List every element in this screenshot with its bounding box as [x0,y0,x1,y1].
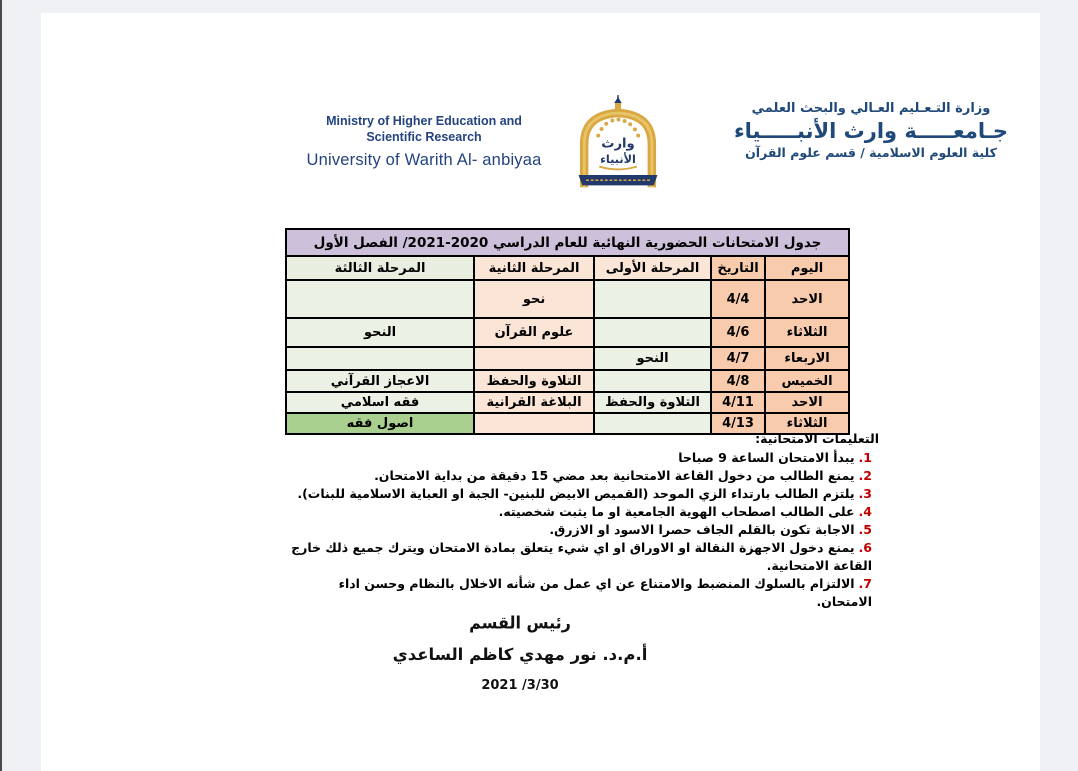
signatory-title: رئيس القسم [469,612,571,633]
college-department-ar: كلية العلوم الاسلامية / قسم علوم القرآن [745,145,997,160]
stage3-subject-cell [286,347,474,370]
exam-row [286,370,849,392]
stage2-subject-cell: علوم القرآن [474,318,594,347]
stage1-subject-cell [594,370,711,392]
instruction-text: الاجابة تكون بالقلم الجاف حصرا الاسود او الازرق. [549,522,855,537]
date-cell: 4/8 [711,370,765,392]
document-page [41,13,1040,771]
window-edge [0,0,2,771]
signatory-name: أ.م.د. نور مهدي كاظم الساعدي [392,645,648,664]
date-cell: 4/11 [711,392,765,413]
column-header-0: اليوم [765,256,849,280]
instruction-number: 5. [858,522,872,537]
table-header-row [286,256,849,280]
column-header-1: التاريخ [711,256,765,280]
university-name-en: University of Warith Al- anbiyaa [306,151,542,169]
svg-text:وارث: وارث [601,136,635,152]
stage2-subject-cell: نحو [474,280,594,318]
instruction-item [289,521,879,539]
stage3-subject-cell: اصول فقه [286,413,474,434]
day-cell: الثلاثاء [765,413,849,434]
column-header-4: المرحلة الثالثة [286,256,474,280]
instruction-number: 3. [858,486,872,501]
stage3-subject-cell [286,280,474,318]
day-cell: الثلاثاء [765,318,849,347]
stage1-subject-cell [594,318,711,347]
table-title: جدول الامتحانات الحضورية النهائية للعام الدراسي 2020-2021/ الفصل الأول [286,229,849,256]
instruction-text: يلتزم الطالب بارتداء الزي الموحد (القميص الابيض للبنين- الجبة او العباية الاسلامية للبنات). [297,486,855,501]
instruction-item [289,485,879,503]
day-cell: الخميس [765,370,849,392]
exam-schedule-table [285,228,850,435]
svg-text:الأنبياء: الأنبياء [600,152,636,166]
day-cell: الاحد [765,280,849,318]
instruction-text: يمنع دخول الاجهزة النقالة او الاوراق او اي شيء يتعلق بمادة الامتحان ويترك جميع ذلك خارج القاعة الامتحانية. [291,540,872,573]
stage3-subject-cell: الاعجاز القرآني [286,370,474,392]
stage2-subject-cell: التلاوة والحفظ [474,370,594,392]
instruction-text: يمنع الطالب من دخول القاعة الامتحانية بعد مضي 15 دقيقة من بداية الامتحان. [374,468,855,483]
university-logo [571,95,665,193]
date-cell: 4/7 [711,347,765,370]
stage1-subject-cell [594,280,711,318]
instruction-number: 1. [858,450,872,465]
instruction-number: 4. [858,504,872,519]
signature-date: 2021 /3/30 [481,678,559,693]
ministry-en-line2: Scientific Research [366,130,482,144]
university-emblem-icon [571,95,665,193]
instructions-heading: التعليمات الامتحانية: [755,431,879,446]
university-name-ar: جـامعـــــة وارث الأنبـــــياء [733,119,1009,143]
instruction-text: على الطالب اصطحاب الهوية الجامعية او ما يثبت شخصيته. [498,504,855,519]
instruction-item [289,467,879,485]
exam-row [286,318,849,347]
column-header-3: المرحلة الثانية [474,256,594,280]
instruction-number: 6. [858,540,872,555]
ministry-en-line1: Ministry of Higher Education and [326,114,522,128]
instruction-text: الالتزام بالسلوك المنضبط والامتناع عن اي عمل من شأنه الاخلال بالنظام وحسن اداء الامتحان. [338,576,872,609]
stage2-subject-cell: البلاغة القرانية [474,392,594,413]
exam-instructions [289,430,879,611]
stage3-subject-cell: فقه اسلامي [286,392,474,413]
instruction-item [289,575,879,611]
stage3-subject-cell: النحو [286,318,474,347]
table-title-row [286,229,849,256]
exam-row [286,280,849,318]
column-header-2: المرحلة الأولى [594,256,711,280]
exam-row [286,392,849,413]
stage2-subject-cell [474,347,594,370]
letterhead-arabic [691,101,1051,160]
date-cell: 4/13 [711,413,765,434]
stage1-subject-cell: النحو [594,347,711,370]
day-cell: الاربعاء [765,347,849,370]
instruction-item [289,503,879,521]
day-cell: الاحد [765,392,849,413]
exam-row [286,347,849,370]
ministry-name-ar: وزارة التـعـليم العـالي والبحث العلمي [751,101,991,116]
stage1-subject-cell: التلاوة والحفظ [594,392,711,413]
letterhead-english [284,113,564,170]
instruction-number: 2. [858,468,872,483]
signature-block [390,613,650,693]
date-cell: 4/4 [711,280,765,318]
date-cell: 4/6 [711,318,765,347]
instruction-text: يبدأ الامتحان الساعة 9 صباحا [678,450,855,465]
instruction-number: 7. [858,576,872,591]
instruction-item [289,539,879,575]
instruction-item [289,449,879,467]
